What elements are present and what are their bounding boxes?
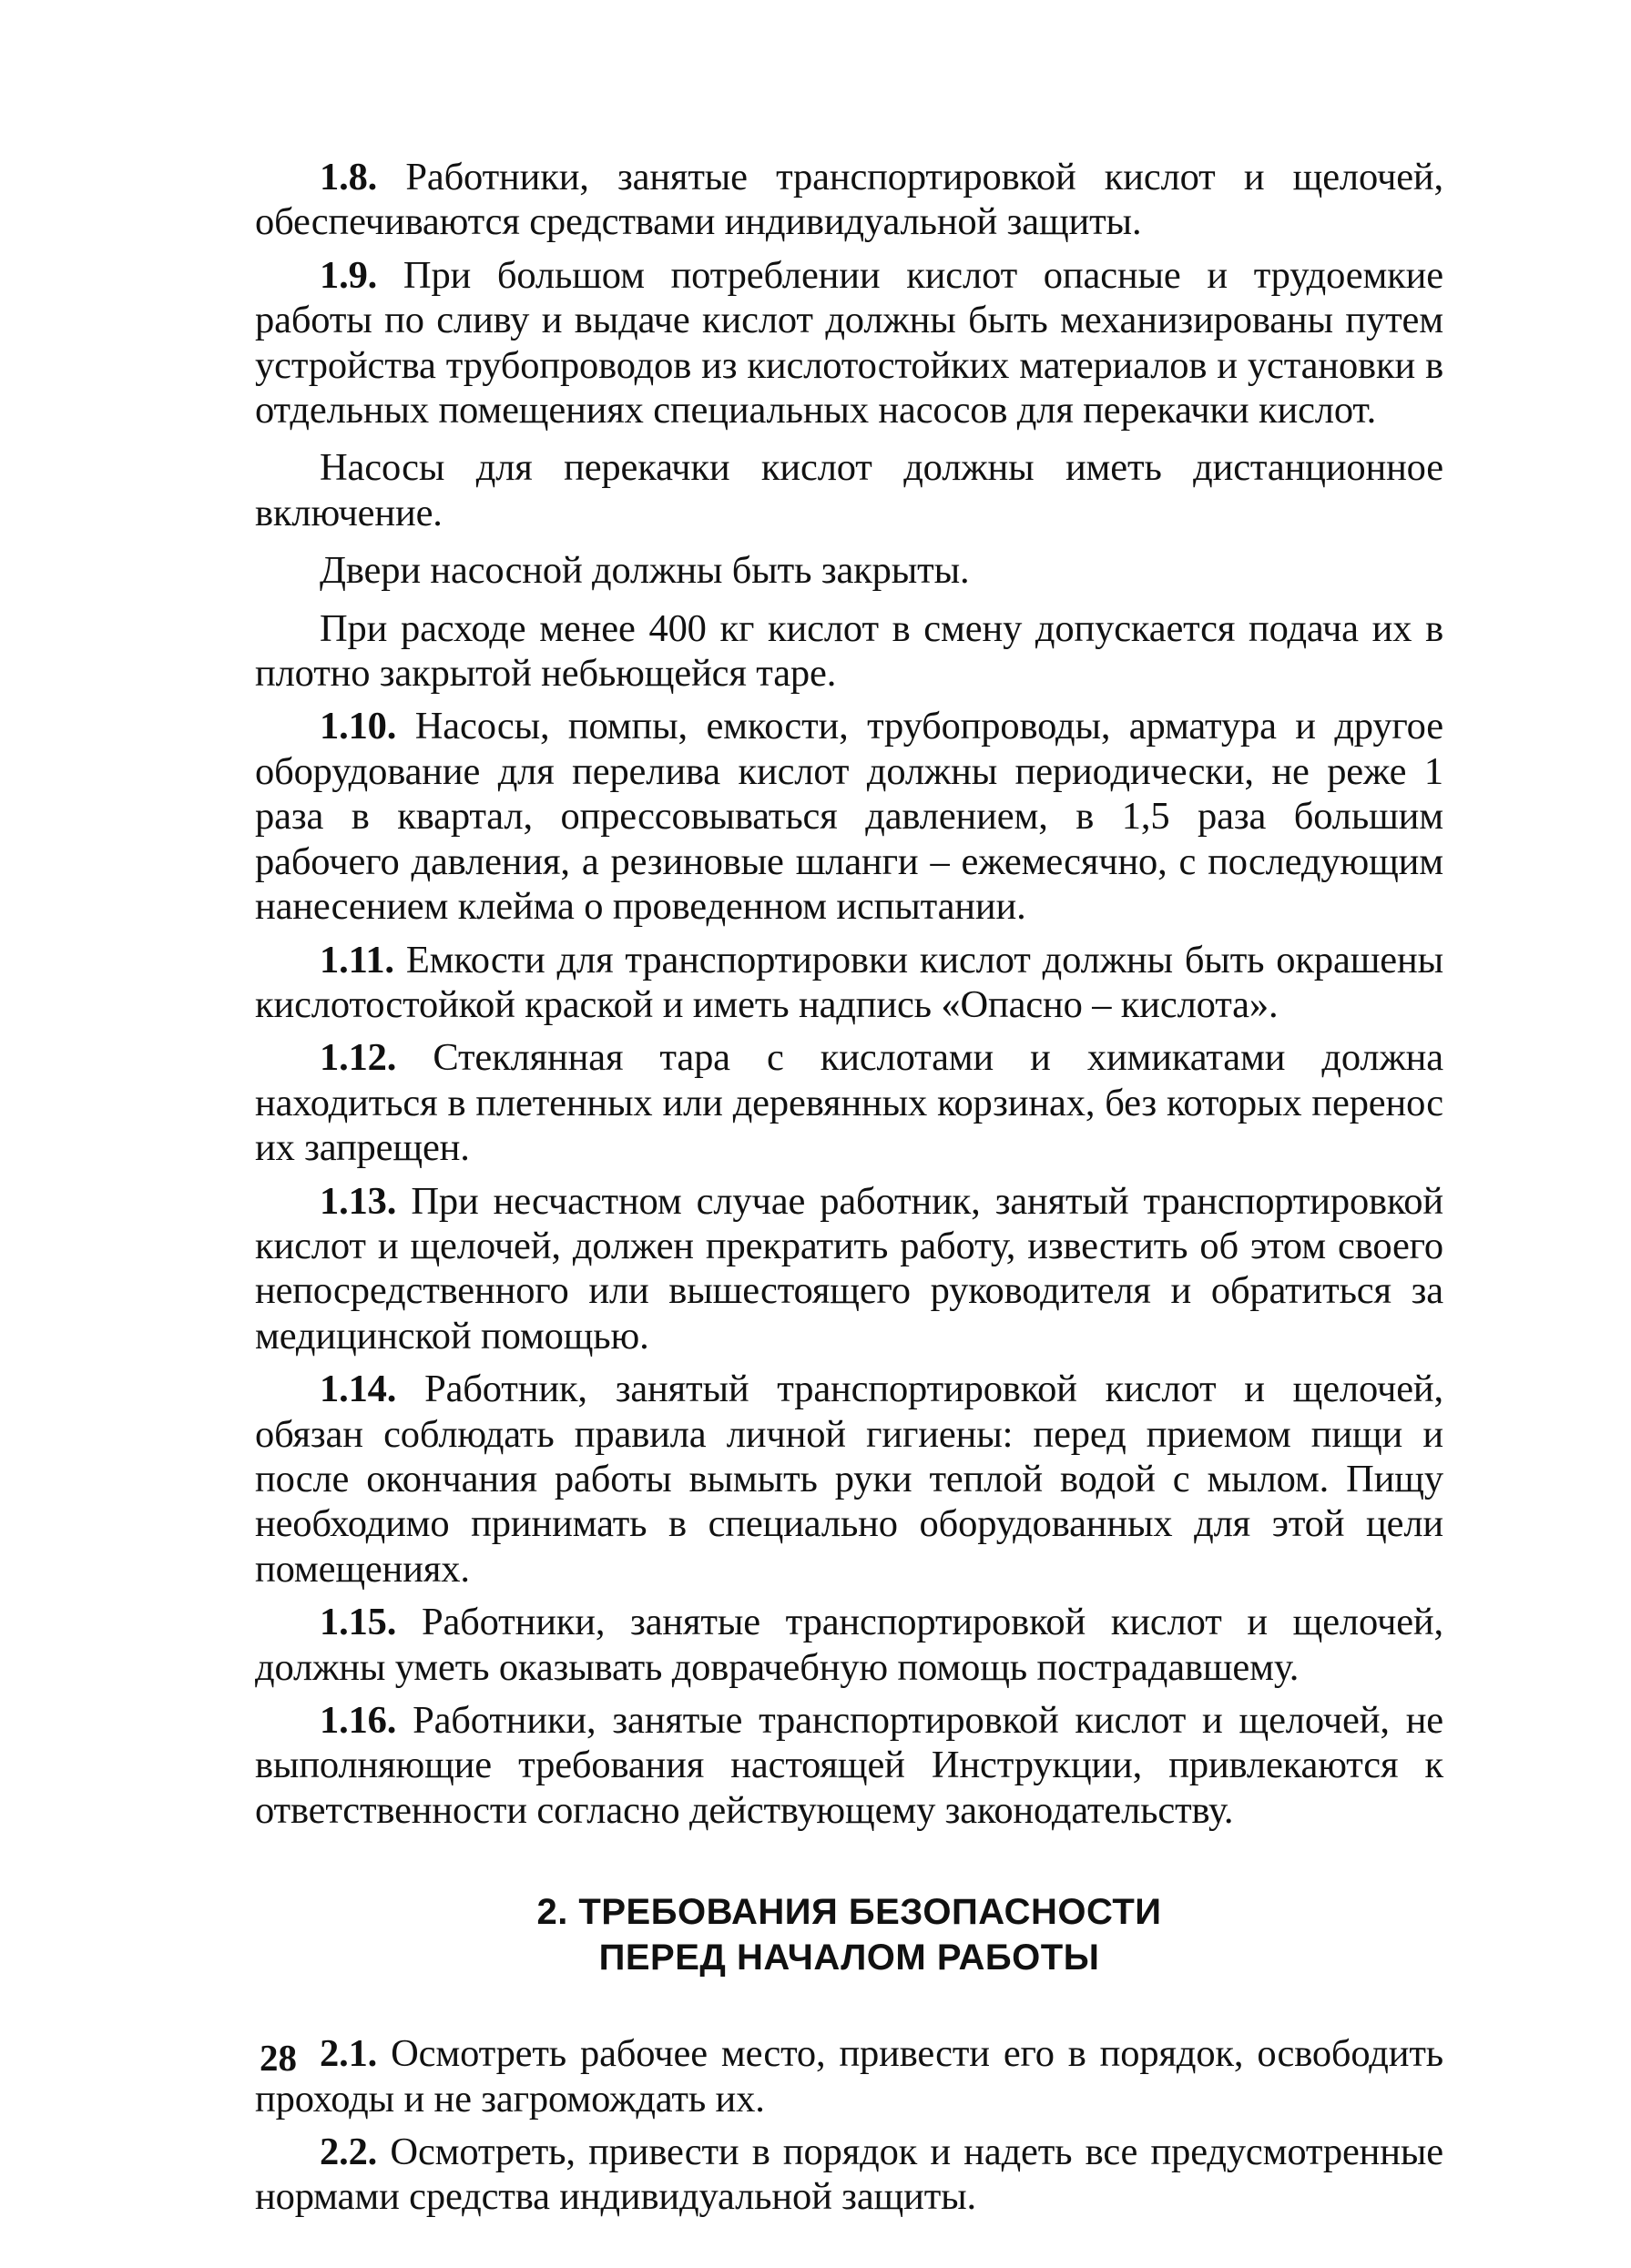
section-title-line-1: 2. ТРЕБОВАНИЯ БЕЗОПАСНОСТИ — [536, 1892, 1162, 1933]
clause-text: Работники, занятые транспортировкой кислот и щелочей, должны уметь оказывать доврачебную помощь пострадавшему. — [255, 1601, 1443, 1689]
clause-text: Насосы, помпы, емкости, трубопроводы, арматура и другое оборудование для перелива кислот должны периодически, не реже 1 раза в квартал, опрессовываться давлением, в 1,5 раза большим рабочего давления, а резиновые шланги – ежемесячно, с последующим нанесением клейма о проведенном испытании. — [255, 705, 1443, 929]
clause-text: Двери насосной должны быть закрыты. — [320, 549, 970, 593]
paragraph-1-9-pumps — [255, 445, 1443, 535]
paragraph-1-10 — [255, 704, 1443, 929]
clause-text: Работники, занятые транспортировкой кислот и щелочей, не выполняющие требования настоящей Инструкции, привлекаются к ответственности согласно действующему законодательству. — [255, 1699, 1443, 1832]
paragraph-1-12 — [255, 1035, 1443, 1170]
clause-text: При расходе менее 400 кг кислот в смену допускается подача их в плотно закрытой небьющейся таре. — [255, 606, 1443, 696]
clause-number: 2.1. — [320, 2032, 378, 2076]
clause-text: Работники, занятые транспортировкой кислот и щелочей, обеспечиваются средствами индивидуальной защиты. — [255, 156, 1443, 244]
clause-number: 1.16. — [320, 1699, 397, 1742]
clause-number: 1.8. — [320, 156, 378, 198]
paragraph-1-13 — [255, 1179, 1443, 1359]
document-page — [255, 155, 1443, 2219]
paragraph-1-15 — [255, 1600, 1443, 1690]
clause-text: Насосы для перекачки кислот должны иметь дистанционное включение. — [255, 446, 1443, 534]
paragraph-1-9-doors — [255, 548, 1443, 593]
clause-text: Работник, занятый транспортировкой кислот и щелочей, обязан соблюдать правила личной гигиены: перед приемом пищи и после окончания работы вымыть руки теплой водой с мылом. Пищу необходимо принимать в специально оборудованных для этой цели помещениях. — [255, 1368, 1443, 1591]
section-2-title — [255, 1889, 1443, 1980]
paragraph-1-11 — [255, 938, 1443, 1028]
clause-number: 1.14. — [320, 1368, 397, 1411]
paragraph-1-16 — [255, 1698, 1443, 1833]
paragraph-2-2 — [255, 2130, 1443, 2220]
clause-number: 1.13. — [320, 1179, 397, 1223]
paragraph-1-14 — [255, 1367, 1443, 1592]
clause-text: При большом потреблении кислот опасные и трудоемкие работы по сливу и выдаче кислот должны быть механизированы путем устройства трубопроводов из кислотостойких материалов и установки в отдельных помещениях специальных насосов для перекачки кислот. — [255, 253, 1443, 432]
clause-number: 1.12. — [320, 1036, 397, 1080]
clause-text: Стеклянная тара с кислотами и химикатами должна находиться в плетенных или деревянных корзинах, без которых перенос их запрещен. — [255, 1036, 1443, 1170]
paragraph-1-8 — [255, 155, 1443, 245]
clause-number: 1.15. — [320, 1601, 397, 1644]
clause-number: 1.11. — [320, 938, 394, 981]
paragraph-2-1 — [255, 2031, 1443, 2121]
page-number: 28 — [260, 2037, 297, 2079]
clause-text: При несчастном случае работник, занятый транспортировкой кислот и щелочей, должен прекратить работу, известить об этом своего непосредственного или вышестоящего руководителя и обратиться за медицинской помощью. — [255, 1179, 1443, 1358]
clause-number: 2.2. — [320, 2131, 378, 2174]
section-title-line-2: ПЕРЕД НАЧАЛОМ РАБОТЫ — [598, 1937, 1100, 1978]
clause-number: 1.9. — [320, 253, 378, 297]
paragraph-1-9-consumption — [255, 606, 1443, 697]
clause-text: Осмотреть рабочее место, привести его в порядок, освободить проходы и не загромождать их. — [255, 2032, 1443, 2121]
clause-number: 1.10. — [320, 705, 397, 748]
paragraph-1-9 — [255, 253, 1443, 433]
clause-text: Осмотреть, привести в порядок и надеть все предусмотренные нормами средства индивидуальной защиты. — [255, 2131, 1443, 2219]
clause-text: Емкости для транспортировки кислот должны быть окрашены кислотостойкой краской и иметь надпись «Опасно – кислота». — [255, 938, 1443, 1026]
